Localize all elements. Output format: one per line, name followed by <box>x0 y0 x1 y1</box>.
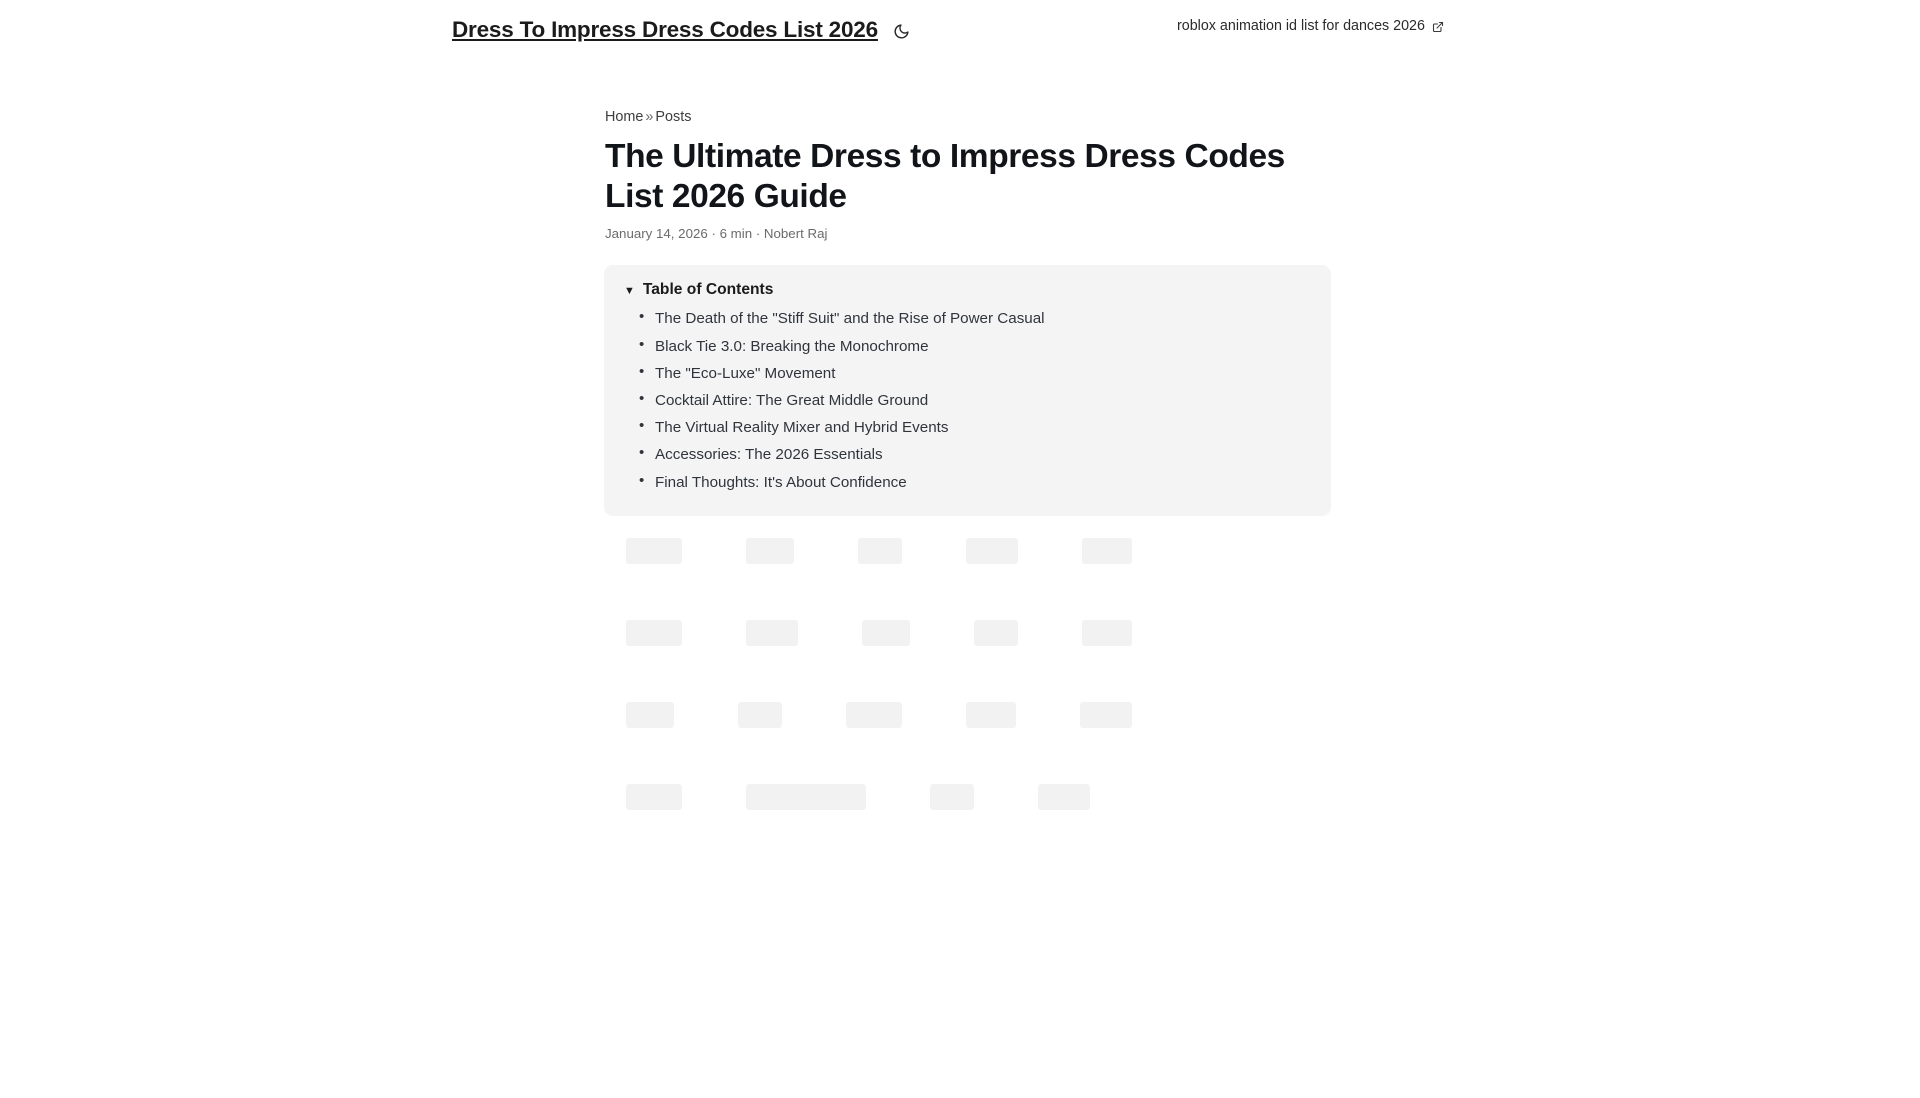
toc-heading: Table of Contents <box>642 281 774 299</box>
moon-icon[interactable] <box>892 21 912 41</box>
list-item <box>655 441 1311 468</box>
article-body-placeholder <box>604 538 1331 1098</box>
toc-link[interactable]: The Death of the "Stiff Suit" and the Rise of Power Casual <box>655 310 1045 328</box>
list-item <box>655 414 1311 441</box>
list-item <box>655 333 1311 360</box>
toc-list <box>624 305 1311 495</box>
skeleton-block <box>846 702 902 728</box>
list-item <box>655 469 1311 496</box>
table-of-contents[interactable] <box>604 265 1331 515</box>
skeleton-block <box>1082 620 1132 646</box>
skeleton-block <box>746 538 794 564</box>
skeleton-block <box>974 620 1018 646</box>
list-item <box>655 360 1311 387</box>
header-right-group <box>1177 18 1445 34</box>
post-meta: January 14, 2026 · 6 min · Nobert Raj <box>605 226 828 242</box>
skeleton-block <box>930 784 974 810</box>
skeleton-row <box>604 620 1331 646</box>
skeleton-block <box>966 538 1018 564</box>
toc-link[interactable]: Accessories: The 2026 Essentials <box>655 446 883 464</box>
site-title[interactable]: Dress To Impress Dress Codes List 2026 <box>452 17 878 42</box>
skeleton-block <box>626 620 682 646</box>
skeleton-block <box>862 620 910 646</box>
skeleton-row <box>604 784 1331 810</box>
skeleton-block <box>626 702 674 728</box>
skeleton-block <box>858 538 902 564</box>
skeleton-block <box>746 784 866 810</box>
skeleton-block <box>738 702 782 728</box>
toc-link[interactable]: Final Thoughts: It's About Confidence <box>655 473 907 491</box>
breadcrumb-posts[interactable]: Posts <box>655 109 692 125</box>
skeleton-block <box>626 784 682 810</box>
skeleton-row <box>604 702 1331 728</box>
toc-link[interactable]: Black Tie 3.0: Breaking the Monochrome <box>655 337 929 355</box>
skeleton-block <box>1038 784 1090 810</box>
toc-toggle[interactable] <box>624 281 1311 299</box>
header-left-group <box>452 17 912 43</box>
external-link-icon <box>1432 20 1445 33</box>
skeleton-block <box>1080 702 1132 728</box>
page-title: The Ultimate Dress to Impress Dress Codes List 2026 Guide <box>605 138 1285 215</box>
skeleton-row <box>604 538 1331 564</box>
toc-link[interactable]: The "Eco-Luxe" Movement <box>655 364 836 382</box>
breadcrumb <box>605 109 1335 126</box>
list-item <box>655 387 1311 414</box>
skeleton-block <box>966 702 1016 728</box>
skeleton-block <box>746 620 798 646</box>
related-site-link[interactable]: roblox animation id list for dances 2026 <box>1177 18 1425 34</box>
skeleton-block <box>626 538 682 564</box>
main-content <box>605 60 1335 1098</box>
breadcrumb-separator: » <box>645 109 654 125</box>
list-item <box>655 305 1311 332</box>
caret-down-icon: ▼ <box>624 284 635 297</box>
toc-link[interactable]: Cocktail Attire: The Great Middle Ground <box>655 391 929 409</box>
toc-link[interactable]: The Virtual Reality Mixer and Hybrid Events <box>655 419 949 437</box>
site-header <box>0 0 1920 60</box>
skeleton-block <box>1082 538 1132 564</box>
breadcrumb-home[interactable]: Home <box>605 109 644 125</box>
